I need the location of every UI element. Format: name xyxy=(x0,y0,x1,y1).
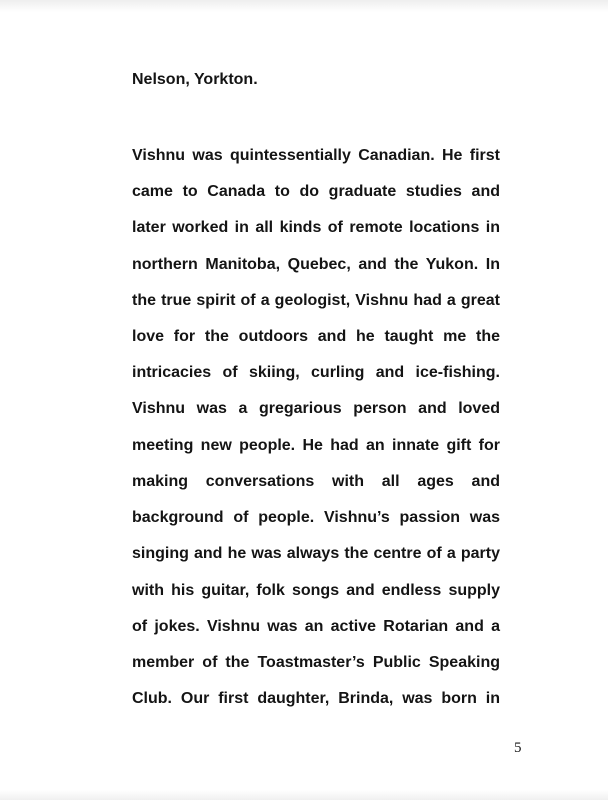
body-line: background of people. Vishnu’s passion was xyxy=(132,509,500,526)
body-line: making conversations with all ages and xyxy=(132,473,500,490)
body-line: Club. Our first daughter, Brinda, was born in xyxy=(132,690,500,707)
body-line: member of the Toastmaster’s Public Speaking xyxy=(132,654,500,671)
body-line: later worked in all kinds of remote locations in xyxy=(132,219,500,236)
body-line: meeting new people. He had an innate gift for xyxy=(132,437,500,454)
scan-bottom-edge xyxy=(0,790,608,800)
opening-line: Nelson, Yorkton. xyxy=(132,71,258,88)
body-line: love for the outdoors and he taught me the xyxy=(132,328,500,345)
body-line: intricacies of skiing, curling and ice-fishing. xyxy=(132,364,500,381)
body-line: Vishnu was quintessentially Canadian. He first xyxy=(132,147,500,164)
body-line: with his guitar, folk songs and endless supply xyxy=(132,582,500,599)
page-number: 5 xyxy=(514,740,522,756)
scan-top-edge xyxy=(0,0,608,12)
body-line: Vishnu was a gregarious person and loved xyxy=(132,400,500,417)
body-line: northern Manitoba, Quebec, and the Yukon. In xyxy=(132,256,500,273)
body-line: came to Canada to do graduate studies and xyxy=(132,183,500,200)
body-line: singing and he was always the centre of a party xyxy=(132,545,500,562)
body-line: of jokes. Vishnu was an active Rotarian and a xyxy=(132,618,500,635)
body-line: the true spirit of a geologist, Vishnu had a great xyxy=(132,292,500,309)
